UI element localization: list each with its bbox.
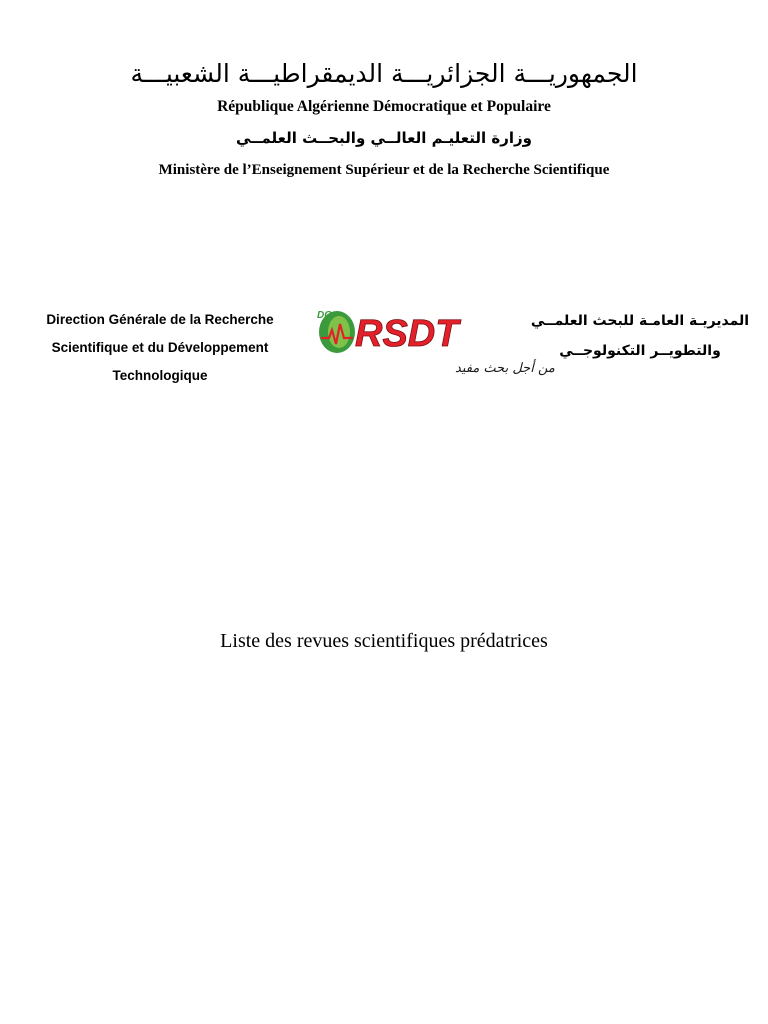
direction-french-line: Technologique	[112, 368, 208, 383]
ministry-arabic-title: وزارة التعليـم العالــي والبحــث العلمــي	[236, 129, 532, 147]
dgrsdt-logo-graphic	[315, 302, 555, 378]
direction-arabic	[520, 306, 760, 366]
direction-arabic-line: المديريـة العامـة للبحث العلمــي	[530, 313, 750, 329]
logo-slogan: من أجل بحث مفيد	[455, 361, 555, 376]
document-title: Liste des revues scientifiques prédatrices	[220, 630, 548, 652]
direction-french	[30, 306, 290, 383]
direction-arabic-line: والتطويــر التكنولوجــي	[559, 343, 721, 359]
direction-french-line: Scientifique et du Développement	[51, 340, 269, 355]
republic-arabic-title: الجمهوريـــة الجزائريـــة الديمقراطيـــة الشعبيـــة	[130, 59, 638, 88]
dgrsdt-logo	[315, 302, 555, 378]
ministry-french-title: Ministère de l’Enseignement Supérieur et de la Recherche Scientifique	[158, 162, 610, 178]
direction-french-line: Direction Générale de la Recherche	[46, 312, 274, 327]
logo-badge: DG	[317, 310, 332, 321]
republic-french-title: République Algérienne Démocratique et Populaire	[217, 98, 551, 115]
logo-name: RSDT	[355, 313, 459, 355]
